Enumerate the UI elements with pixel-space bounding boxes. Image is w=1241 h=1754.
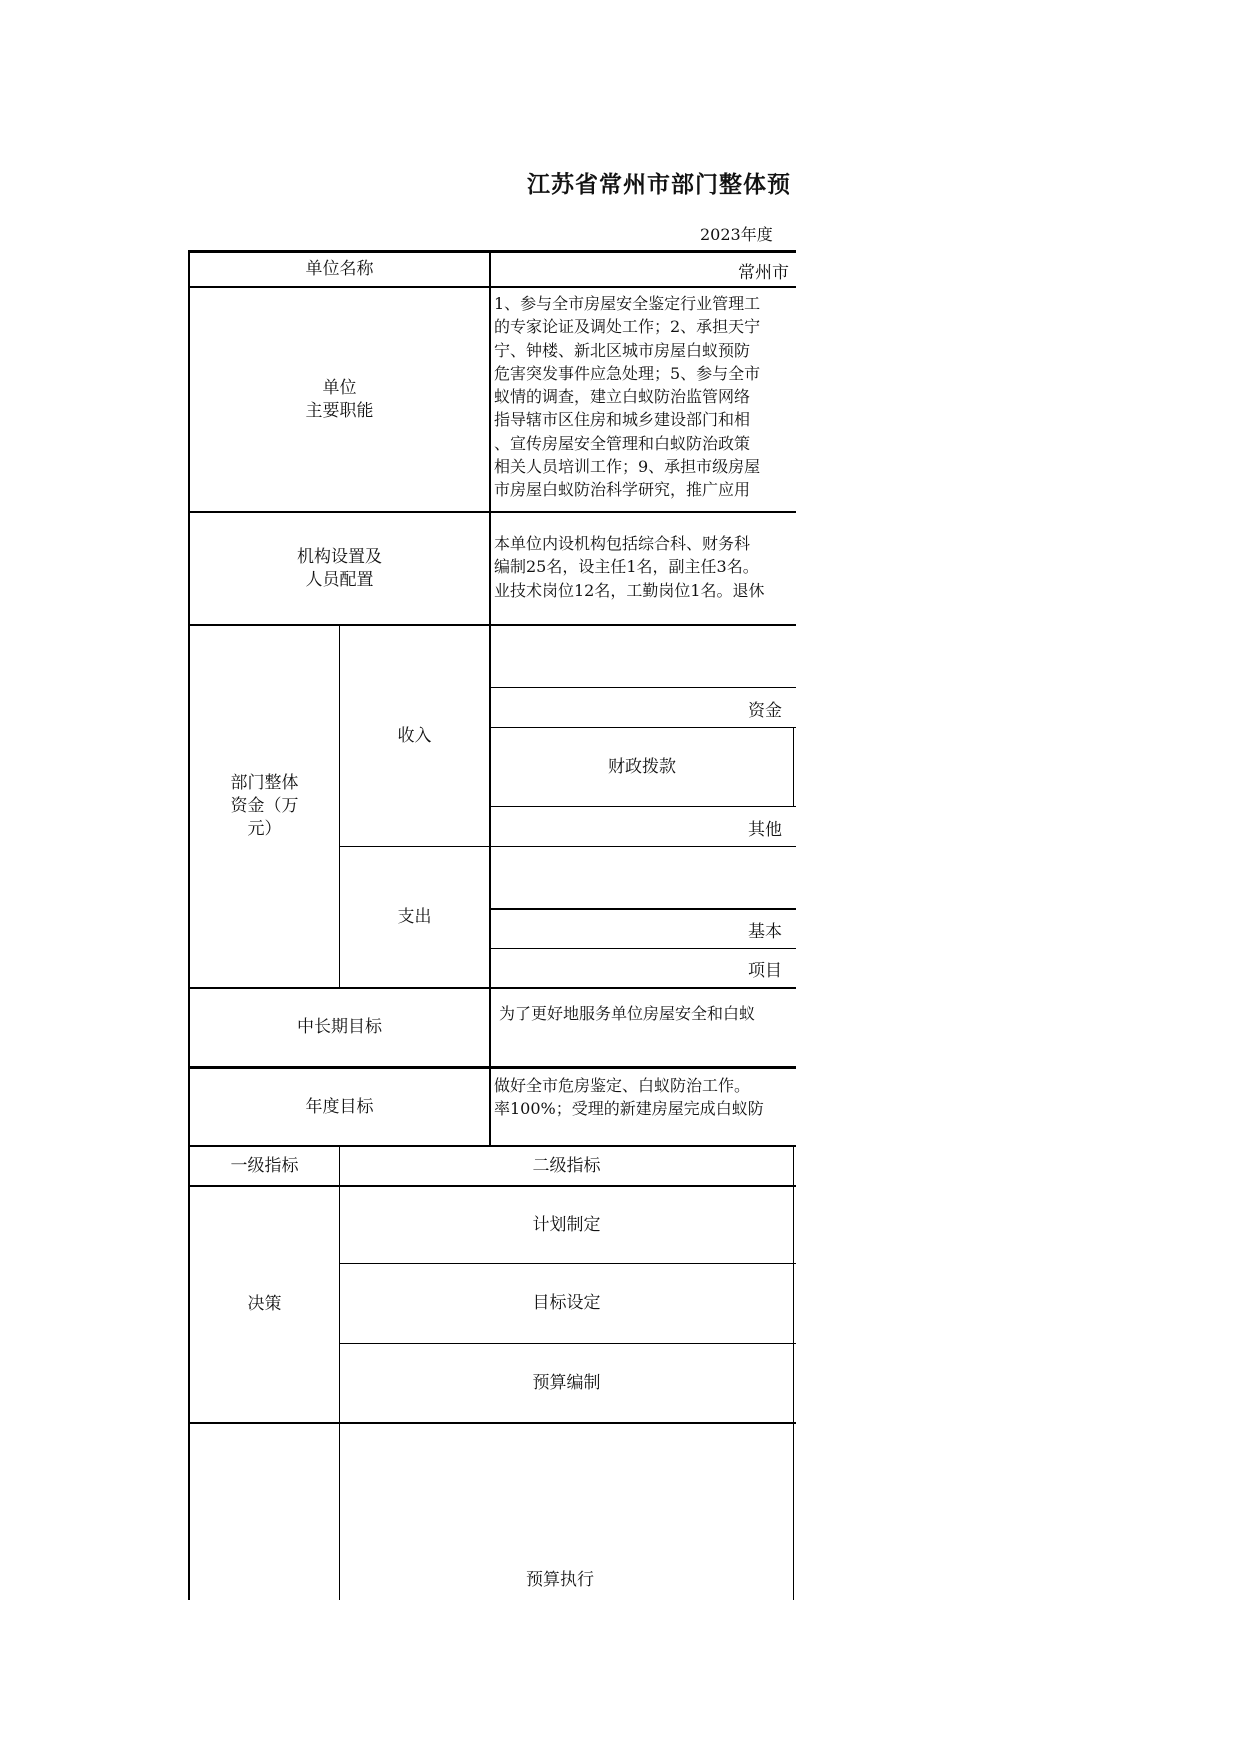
budget-preparation-label: 预算编制 — [532, 1372, 601, 1393]
level1-indicator-header: 一级指标 — [230, 1155, 299, 1176]
basic-expense-label: 基本 — [748, 922, 782, 942]
fiscal-appropriation-label: 财政拨款 — [608, 756, 676, 777]
functions-text: 1、参与全市房屋安全鉴定行业管理工 的专家论证及调处工作；2、承担天宁 宁、钟楼、新北区城市房屋白蚁预防 危害突发事件应急处理；5、参与全市 蚁情的调查，建立白蚁防治监管网络 指导辖市区住房和城乡建设部门和相 、宣传房屋安全管理和白蚁防治政策 相关人员培训工作；9、承担市级房屋 市房屋白蚁防治科学研究，推广应用 — [494, 294, 761, 500]
target-setting-label: 目标设定 — [532, 1293, 601, 1313]
budget-execution-label: 预算执行 — [526, 1570, 594, 1590]
row-divider — [490, 908, 796, 910]
unit-name-label: 单位名称 — [305, 258, 374, 279]
org-label: 机构设置及 人员配置 — [297, 546, 382, 590]
performance-table — [188, 250, 796, 1600]
row-divider — [490, 687, 796, 688]
row-divider — [490, 806, 796, 807]
org-text: 本单位内设机构包括综合科、财务科 编制25名，设主任1名，副主任3名。 业技术岗位12名，工勤岗位1名。退休 — [494, 534, 765, 600]
column-divider — [793, 727, 794, 807]
midlong-goal-text: 为了更好地服务单位房屋安全和白蚁 — [499, 1004, 756, 1023]
midlong-goal-label: 中长期目标 — [297, 1017, 382, 1037]
annual-goal-label: 年度目标 — [305, 1096, 374, 1117]
annual-goal-text: 做好全市危房鉴定、白蚁防治工作。 率100%；受理的新建房屋完成白蚁防 — [494, 1076, 764, 1119]
column-divider — [489, 250, 491, 1146]
project-expense-label: 项目 — [748, 961, 782, 981]
level2-indicator-header: 二级指标 — [532, 1155, 601, 1176]
funds-label: 部门整体 资金（万 元） — [230, 773, 299, 839]
income-label: 收入 — [397, 725, 432, 746]
other-income-label: 其他 — [748, 820, 782, 840]
unit-name-value: 常州市 — [738, 263, 789, 283]
income-source-label: 资金 — [748, 701, 782, 721]
row-divider — [188, 1422, 796, 1424]
plan-formulation-label: 计划制定 — [532, 1214, 601, 1235]
fiscal-year: 2023年度 — [700, 225, 773, 244]
page-title: 江苏省常州市部门整体预 — [527, 172, 791, 198]
column-divider — [793, 1146, 794, 1600]
expense-label: 支出 — [397, 906, 432, 927]
row-divider — [490, 948, 796, 949]
functions-label: 单位 主要职能 — [305, 377, 374, 421]
decision-label: 决策 — [247, 1294, 282, 1314]
